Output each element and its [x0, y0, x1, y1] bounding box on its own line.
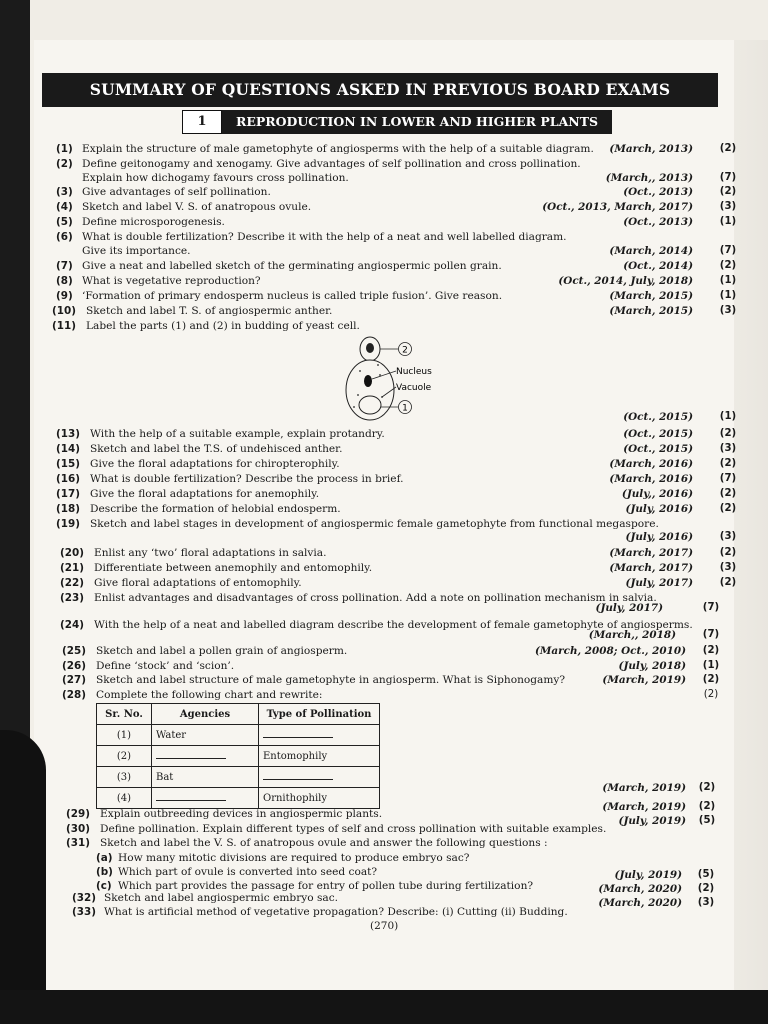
- marks: (7): [702, 629, 720, 640]
- question-number: (30): [66, 823, 90, 835]
- question-number: (6): [56, 231, 73, 243]
- bud-nucleus: [366, 343, 374, 353]
- header-sr-no: Sr. No.: [97, 704, 152, 725]
- marks: (3): [719, 562, 737, 573]
- question-number: (11): [52, 320, 76, 332]
- marks: (7): [719, 473, 737, 484]
- question-text: Sketch and label V. S. of anatropous ovule.: [82, 201, 312, 213]
- question-line: [0, 230, 768, 244]
- cell-sr: (4): [97, 788, 152, 809]
- question-text: What is vegetative reproduction?: [82, 275, 261, 287]
- marks: (5): [697, 869, 715, 880]
- question-text: Complete the following chart and rewrite:: [96, 689, 323, 701]
- fill-in-blank: [156, 792, 226, 801]
- question-text: Define geitonogamy and xenogamy. Give advantages of self pollination and cross pollination.: [82, 158, 581, 170]
- question-number: (9): [56, 290, 73, 302]
- exam-session: (July, 2017): [625, 577, 693, 589]
- question-text: Explain outbreeding devices in angiospermic plants.: [100, 808, 383, 820]
- yeast-mother-cell: [346, 360, 394, 420]
- marks: (7): [719, 172, 737, 183]
- cell-agency-blank: [152, 788, 259, 809]
- question-line: [0, 836, 768, 850]
- question-number: (21): [60, 562, 84, 574]
- question-text: Differentiate between anemophily and entomophily.: [94, 562, 373, 574]
- table-row: [97, 788, 380, 809]
- question-line: [0, 628, 768, 642]
- exam-session: (Oct., 2014, July, 2018): [558, 275, 693, 287]
- question-line: [0, 215, 768, 229]
- marks: (1): [719, 290, 737, 301]
- question-line: [0, 659, 768, 673]
- question-text: Which part provides the passage for entry of pollen tube during fertilization?: [118, 880, 534, 892]
- question-text: ‘Formation of primary endosperm nucleus is called triple fusion’. Give reason.: [82, 290, 503, 302]
- exam-session: (July, 2019): [618, 815, 686, 827]
- label-1: 1: [402, 403, 408, 414]
- exam-session: (July, 2016): [625, 531, 693, 543]
- marks: (2): [719, 503, 737, 514]
- question-text: Describe the formation of helobial endosperm.: [90, 503, 341, 515]
- question-text: Give advantages of self pollination.: [82, 186, 271, 198]
- exam-session: (March, 2015): [609, 290, 693, 302]
- question-number: (1): [56, 143, 73, 155]
- exam-session: (March, 2020): [598, 883, 682, 895]
- question-line: [0, 274, 768, 288]
- exam-session: (March, 2019): [602, 674, 686, 686]
- exam-session: (March, 2020): [598, 897, 682, 909]
- exam-session: (March, 2013): [609, 143, 693, 155]
- question-text: Enlist advantages and disadvantages of cross pollination. Add a note on pollination mechanism in salvia.: [94, 592, 657, 604]
- question-number: (33): [72, 906, 96, 918]
- question-text: With the help of a neat and labelled diagram describe the development of female gametophyte of angiosperms.: [94, 619, 693, 631]
- question-text: How many mitotic divisions are required to produce embryo sac?: [118, 852, 470, 864]
- table-row: [97, 767, 380, 788]
- question-number: (20): [60, 547, 84, 559]
- marks: (1): [702, 660, 720, 671]
- marks: (1): [719, 216, 737, 227]
- marks: (2): [719, 577, 737, 588]
- pollination-chart-table: [96, 703, 380, 809]
- fill-in-blank: [263, 771, 333, 780]
- question-number: (7): [56, 260, 73, 272]
- table-row: [97, 725, 380, 746]
- question-line: [0, 289, 768, 303]
- exam-session: (March, 2015): [609, 305, 693, 317]
- exam-session: (Oct., 2013): [623, 186, 693, 198]
- question-line: [0, 576, 768, 590]
- exam-session: (March, 2008; Oct., 2010): [535, 645, 686, 657]
- bottom-shadow: [0, 990, 768, 1024]
- cell-agency-blank: [152, 746, 259, 767]
- question-number: (15): [56, 458, 80, 470]
- exam-session: (July, 2019): [614, 869, 682, 881]
- question-number: (26): [62, 660, 86, 672]
- cell-agency: Water: [152, 725, 259, 746]
- question-number: (28): [62, 689, 86, 701]
- question-line: [0, 517, 768, 531]
- table-header-row: [97, 704, 380, 725]
- chapter-title: REPRODUCTION IN LOWER AND HIGHER PLANTS: [222, 110, 612, 134]
- fill-in-blank: [263, 729, 333, 738]
- question-line: [0, 259, 768, 273]
- question-text: With the help of a suitable example, explain protandry.: [90, 428, 385, 440]
- exam-session: (March, 2019): [602, 801, 686, 813]
- exam-session: (March, 2016): [609, 473, 693, 485]
- marks: (3): [719, 305, 737, 316]
- marks: (2): [702, 645, 720, 656]
- question-text: Define pollination. Explain different types of self and cross pollination with suitable examples.: [100, 823, 607, 835]
- question-line: [0, 457, 768, 471]
- cell-sr: (1): [97, 725, 152, 746]
- question-number: (29): [66, 808, 90, 820]
- question-number: (13): [56, 428, 80, 440]
- question-line: [0, 905, 768, 919]
- page-top-edge: [30, 0, 768, 40]
- header-agencies: Agencies: [152, 704, 259, 725]
- label-vacuole: Vacuole: [396, 383, 432, 393]
- label-nucleus: Nucleus: [396, 367, 432, 377]
- question-line: [0, 244, 768, 258]
- question-text: Explain the structure of male gametophyte of angiosperms with the help of a suitable diagram.: [82, 143, 594, 155]
- exam-session: (March, 2019): [602, 782, 686, 794]
- question-line: [0, 472, 768, 486]
- cell-type-blank: [259, 725, 380, 746]
- exam-session: (March,, 2018): [588, 629, 676, 641]
- question-text: Give a neat and labelled sketch of the germinating angiospermic pollen grain.: [82, 260, 502, 272]
- question-line: [0, 142, 768, 156]
- marks: (1): [719, 275, 737, 286]
- exam-session: (March, 2014): [609, 245, 693, 257]
- marks: (2): [719, 458, 737, 469]
- marks: (3): [719, 531, 737, 542]
- question-text: What is double fertilization? Describe the process in brief.: [90, 473, 404, 485]
- question-line: [0, 673, 768, 687]
- question-number: (18): [56, 503, 80, 515]
- question-number: (4): [56, 201, 73, 213]
- question-line: [0, 487, 768, 501]
- exam-session: (March, 2016): [609, 458, 693, 470]
- question-line: [0, 502, 768, 516]
- question-text: Sketch and label stages in development of angiospermic female gametophyte from functional megaspore.: [90, 518, 659, 530]
- marks: (2): [719, 143, 737, 154]
- question-text: What is double fertilization? Describe it with the help of a neat and well labelled diagram.: [82, 231, 567, 243]
- question-text: Define microsporogenesis.: [82, 216, 225, 228]
- cell-agency: Bat: [152, 767, 259, 788]
- chapter-heading: [182, 110, 612, 134]
- question-line: [0, 304, 768, 318]
- exam-session: (Oct., 2014): [623, 260, 693, 272]
- marks: (3): [719, 201, 737, 212]
- marks: (3): [719, 443, 737, 454]
- fill-in-blank: [156, 750, 226, 759]
- question-number: (b): [96, 866, 113, 878]
- question-text: Label the parts (1) and (2) in budding of yeast cell.: [86, 320, 360, 332]
- chapter-number: 1: [182, 110, 222, 134]
- question-number: (17): [56, 488, 80, 500]
- question-text: Give the floral adaptations for anemophily.: [90, 488, 320, 500]
- question-line: [0, 851, 768, 865]
- marks: (2): [719, 488, 737, 499]
- marks: (2): [719, 547, 737, 558]
- question-text: What is artificial method of vegetative propagation? Describe: (i) Cutting (ii) Budding.: [104, 906, 568, 918]
- question-number: (2): [56, 158, 73, 170]
- question-number: (23): [60, 592, 84, 604]
- question-line: [0, 822, 768, 836]
- exam-session: (July, 2018): [618, 660, 686, 672]
- question-number: (c): [96, 880, 112, 892]
- marks: (1): [719, 411, 737, 422]
- cell-sr: (3): [97, 767, 152, 788]
- exam-session: (March,, 2013): [605, 172, 693, 184]
- marks: (2): [719, 260, 737, 271]
- exam-session: (July, 2017): [595, 602, 663, 614]
- question-text: Which part of ovule is converted into seed coat?: [118, 866, 378, 878]
- table-row: [97, 746, 380, 767]
- marks: (2): [719, 428, 737, 439]
- question-text: Sketch and label T. S. of angiospermic anther.: [86, 305, 333, 317]
- question-line: [0, 442, 768, 456]
- summary-banner: SUMMARY OF QUESTIONS ASKED IN PREVIOUS BOARD EXAMS: [42, 73, 718, 107]
- marks: (2): [698, 782, 716, 793]
- question-number: (32): [72, 892, 96, 904]
- question-line: [0, 546, 768, 560]
- question-line: [0, 427, 768, 441]
- question-line: [0, 171, 768, 185]
- question-number: (8): [56, 275, 73, 287]
- question-text: Give floral adaptations of entomophily.: [94, 577, 302, 589]
- question-number: (14): [56, 443, 80, 455]
- question-number: (16): [56, 473, 80, 485]
- question-text: Sketch and label the V. S. of anatropous ovule and answer the following questions :: [100, 837, 548, 849]
- question-number: (10): [52, 305, 76, 317]
- exam-session: (Oct., 2013): [623, 216, 693, 228]
- question-text: Sketch and label the T.S. of undehisced anther.: [90, 443, 343, 455]
- page-number: (270): [370, 920, 399, 932]
- exam-session: (March, 2017): [609, 562, 693, 574]
- question-number: (22): [60, 577, 84, 589]
- cell-type: Entomophily: [259, 746, 380, 767]
- marks: (2): [697, 883, 715, 894]
- marks: (7): [719, 245, 737, 256]
- question-line: [0, 601, 768, 615]
- exam-session: (Oct., 2015): [623, 411, 693, 423]
- marks: (5): [698, 815, 716, 826]
- question-text: Enlist any ‘two’ floral adaptations in salvia.: [94, 547, 327, 559]
- question-text: Explain how dichogamy favours cross pollination.: [82, 172, 349, 184]
- marks: (2): [702, 674, 720, 685]
- cell-sr: (2): [97, 746, 152, 767]
- question-number: (19): [56, 518, 80, 530]
- question-line: [0, 644, 768, 658]
- question-line: [0, 157, 768, 171]
- exam-session: (July,, 2016): [621, 488, 693, 500]
- exam-session: (March, 2017): [609, 547, 693, 559]
- question-number: (24): [60, 619, 84, 631]
- question-number: (27): [62, 674, 86, 686]
- marks: (2): [698, 801, 716, 812]
- marks: (2): [719, 186, 737, 197]
- cell-type-blank: [259, 767, 380, 788]
- question-text: Sketch and label structure of male gametophyte in angiosperm. What is Siphonogamy?: [96, 674, 566, 686]
- question-line: [0, 185, 768, 199]
- marks: (7): [702, 602, 720, 613]
- cell-type: Ornithophily: [259, 788, 380, 809]
- mother-nucleus: [364, 375, 372, 387]
- marks: (2): [703, 689, 719, 700]
- marks: (3): [697, 897, 715, 908]
- question-line: [0, 688, 768, 702]
- yeast-budding-diagram: [330, 335, 450, 425]
- label-2: 2: [402, 345, 408, 356]
- question-line: [0, 530, 768, 544]
- question-number: (5): [56, 216, 73, 228]
- exam-session: (Oct., 2015): [623, 443, 693, 455]
- question-line: [0, 561, 768, 575]
- question-line: [0, 319, 768, 333]
- question-text: Give its importance.: [82, 245, 191, 257]
- question-text: Give the floral adaptations for chiropterophily.: [90, 458, 340, 470]
- question-number: (25): [62, 645, 86, 657]
- exam-session: (Oct., 2013, March, 2017): [542, 201, 693, 213]
- question-text: Sketch and label a pollen grain of angiosperm.: [96, 645, 348, 657]
- question-text: Sketch and label angiospermic embryo sac.: [104, 892, 339, 904]
- question-number: (31): [66, 837, 90, 849]
- header-type-of-pollination: Type of Pollination: [259, 704, 380, 725]
- question-text: Define ‘stock’ and ‘scion’.: [96, 660, 235, 672]
- question-line: [0, 200, 768, 214]
- question-number: (3): [56, 186, 73, 198]
- question-number: (a): [96, 852, 113, 864]
- exam-session: (Oct., 2015): [623, 428, 693, 440]
- exam-session: (July, 2016): [625, 503, 693, 515]
